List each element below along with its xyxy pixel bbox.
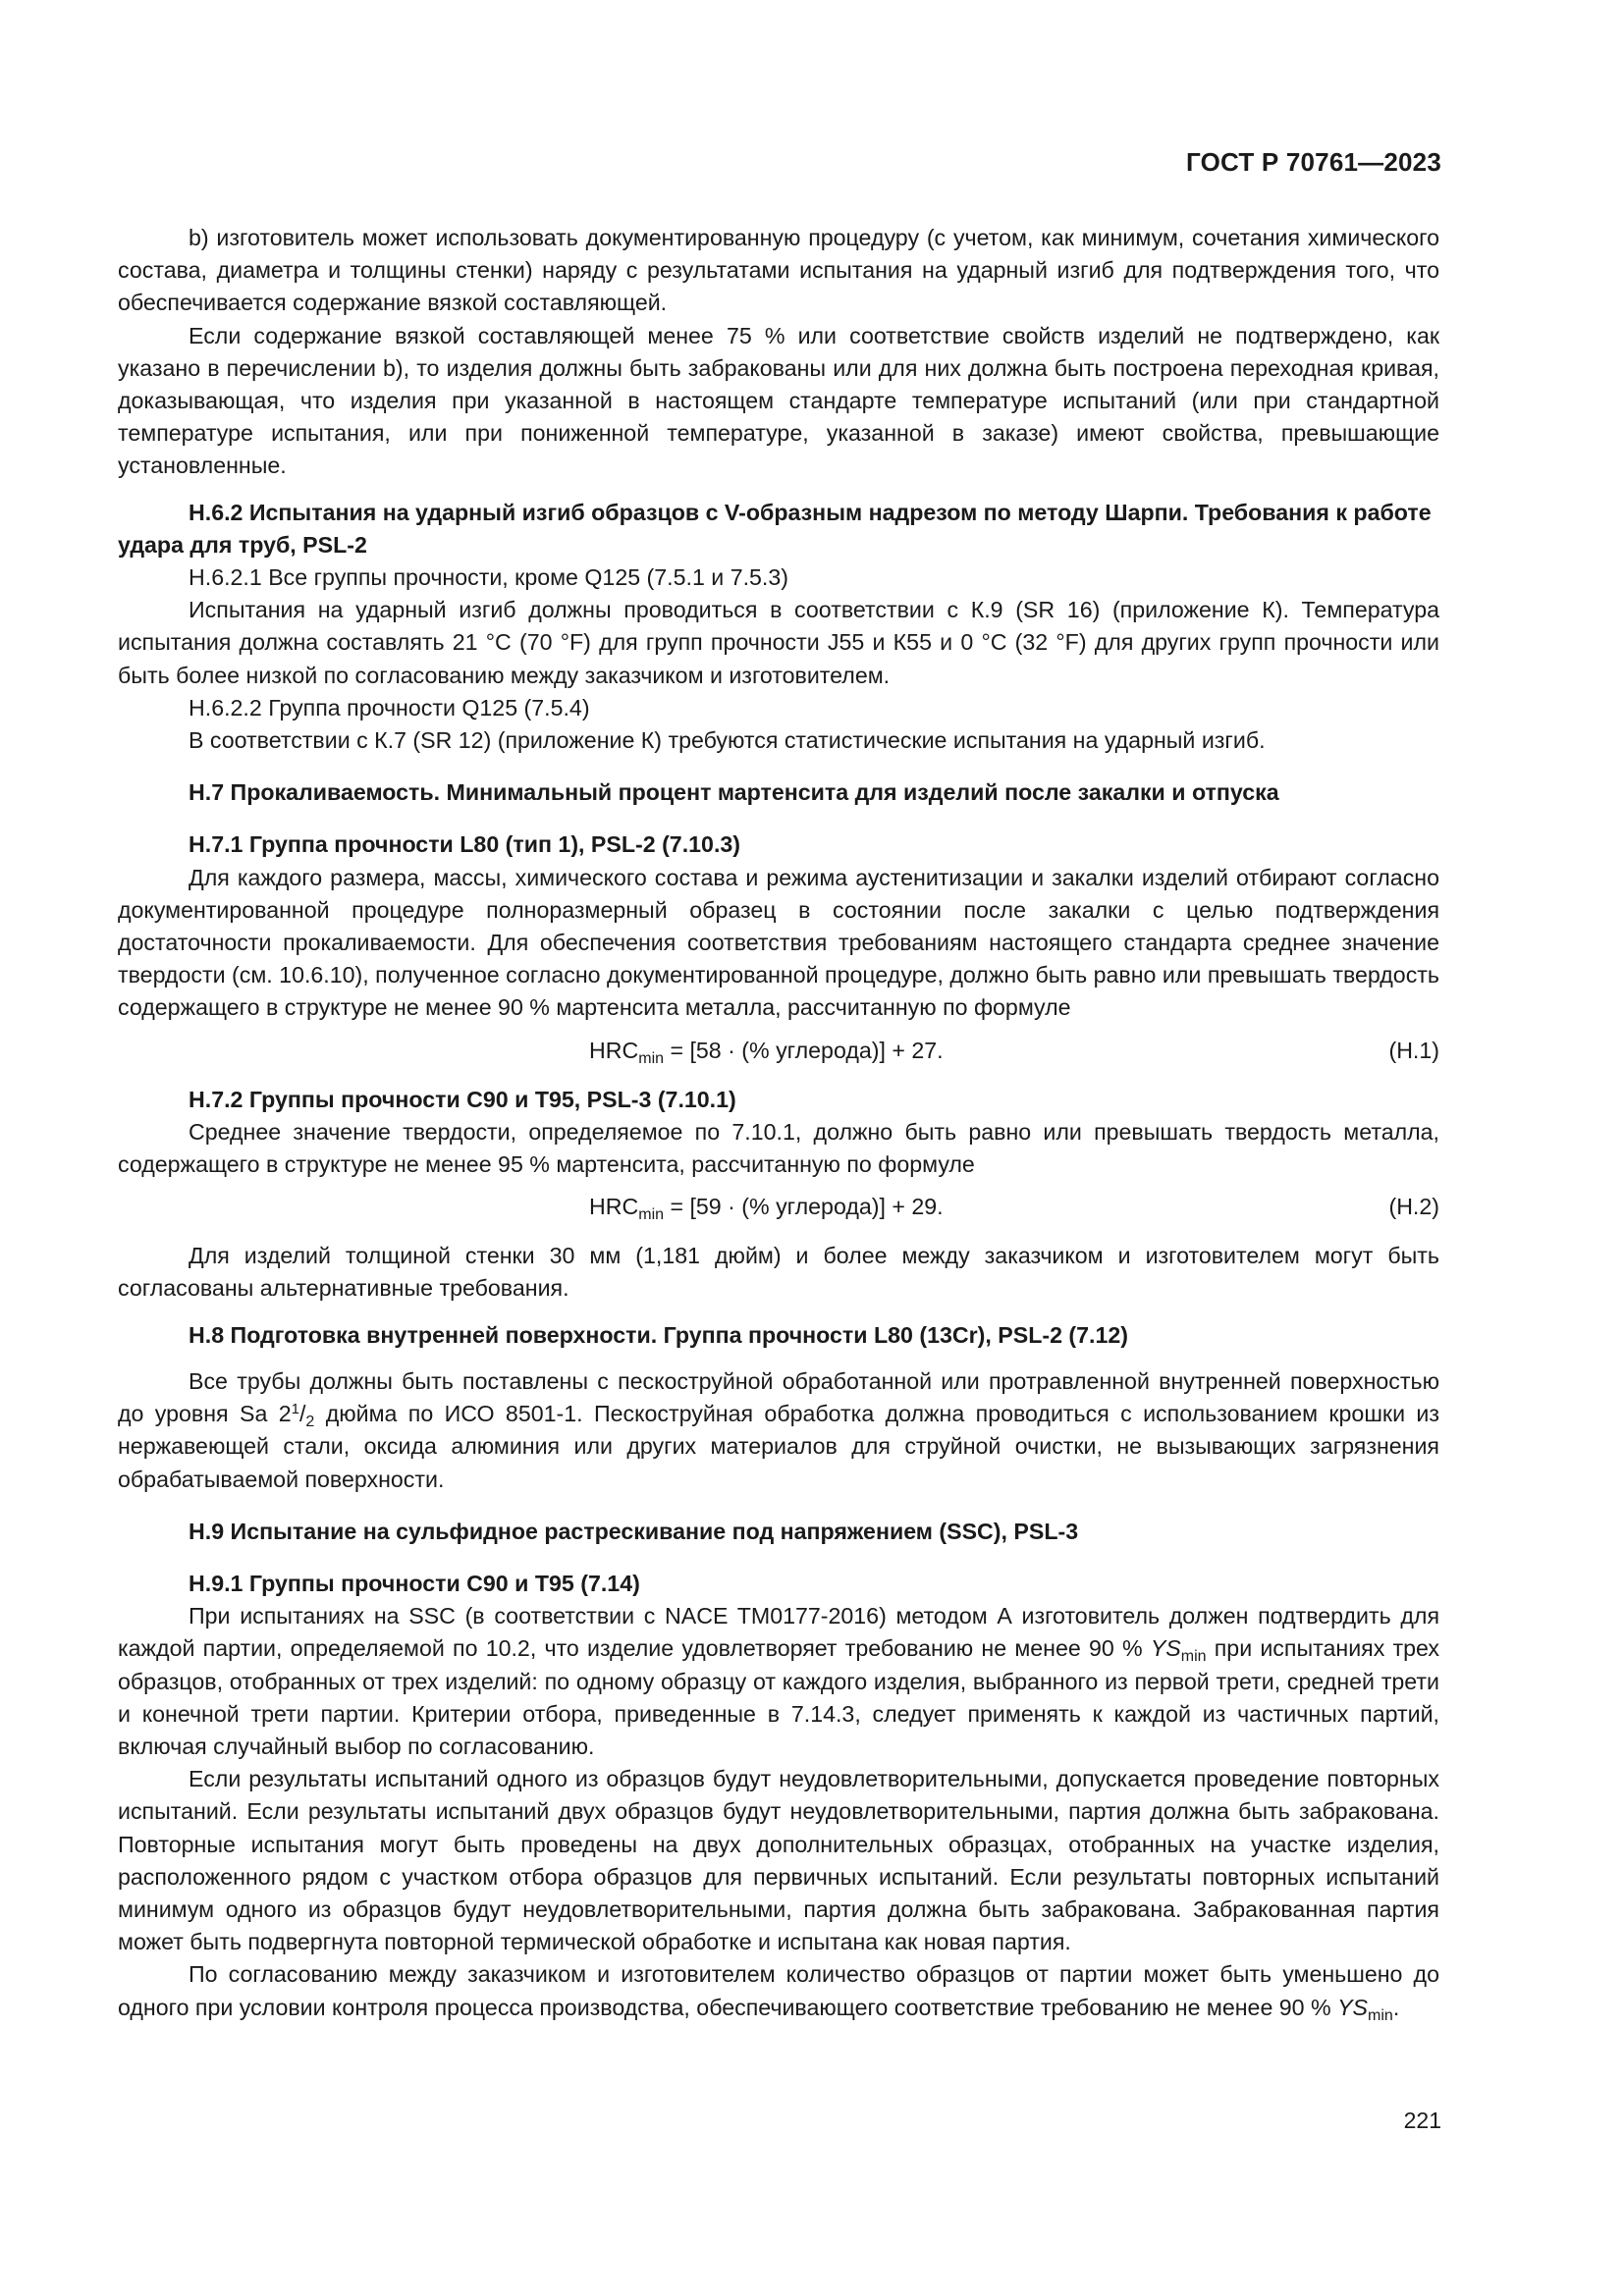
formula-h1-expression: $HRC_{min} = [58$ · (% углерода)] + 27. [589, 1037, 944, 1067]
paragraph-inner-surface: Все трубы должны быть поставлены с пескоструйной обработанной или протравленной внутренней поверхностью до уровня Sa $2^1/_2$ дюйма по ИСО 8501-1. Пескоструйная обработка должна проводиться с использованием крошки из нержавеющей стали, оксида алюминия или других материалов для струйной очистки, не вызывающих загрязнения обрабатываемой поверхности. [118, 1367, 1439, 1492]
section-heading-h-7-1: Н.7.1 Группа прочности L80 (тип 1), PSL-2 (7.10.3) [189, 831, 741, 858]
paragraph-sample-reduction: По согласованию между заказчиком и изготовителем количество образцов от партии может быть уменьшено до одного при условии контроля процесса производства, обеспечивающего соответствие требованию не менее 90 % $YS_{min}$. [118, 1961, 1439, 2024]
section-heading-h-7: Н.7 Прокаливаемость. Минимальный процент мартенсита для изделий после закалки и отпуска [189, 779, 1279, 806]
paragraph-ssc-testing: При испытаниях на SSC (в соответствии с NACE TM0177-2016) методом А изготовитель должен подтвердить для каждой партии, определяемой по 10.2, что изделие удовлетворяет требованию не менее 90 % $YS_{min}$ при испытаниях трех образцов, отобранных от трех изделий: по одному образцу от каждого изделия, выбранного из первой трети, средней трети и конечной трети партии. Критерии отбора, приведенные в 7.14.3, следует применять к каждой из частичных партий, включая случайный выбор по согласованию. [118, 1603, 1439, 1759]
formula-h1-number: (Н.1) [1388, 1037, 1439, 1063]
paragraph-item-b: b) изготовитель может использовать документированную процедуру (с учетом, как минимум, сочетания химического состава, диаметра и толщины стенки) наряду с результатами испытания на ударный изгиб для подтверждения того, что обеспечивается содержание вязкой составляющей. [118, 225, 1439, 316]
paragraph-mean-hardness: Среднее значение твердости, определяемое по 7.10.1, должно быть равно или превышать твердость металла, содержащего в структуре не менее 95 % мартенсита, рассчитанную по формуле [118, 1118, 1439, 1178]
formula-h2-number: (Н.2) [1388, 1194, 1439, 1220]
section-heading-h-9-1: Н.9.1 Группы прочности С90 и Т95 (7.14) [189, 1570, 640, 1596]
subsection-heading-h-6-2-2: Н.6.2.2 Группа прочности Q125 (7.5.4) [189, 694, 590, 721]
formula-h1 [118, 1033, 1439, 1072]
paragraph-wall-thickness: Для изделий толщиной стенки 30 мм (1,181 дюйм) и более между заказчиком и изготовителем могут быть согласованы альтернативные требования. [118, 1243, 1439, 1302]
paragraph-ductile-fraction: Если содержание вязкой составляющей менее 75 % или соответствие свойств изделий не подтверждено, как указано в перечислении b), то изделия должны быть забракованы или для них должна быть построена переходная кривая, доказывающая, что изделия при указанной в настоящем стандарте температуре испытаний (или при стандартной температуре испытания, или при пониженной температуре, указанной в заказе) имеют свойства, превышающие установленные. [118, 322, 1439, 479]
page-number: 221 [1403, 2108, 1441, 2133]
section-heading-h-8: Н.8 Подготовка внутренней поверхности. Группа прочности L80 (13Cr), PSL-2 (7.12) [189, 1321, 1129, 1348]
section-heading-h-7-2: Н.7.2 Группы прочности С90 и Т95, PSL-3 (7.10.1) [189, 1086, 736, 1112]
formula-h2-expression: $HRC_{min} = [59$ · (% углерода)] + 29. [589, 1194, 944, 1224]
document-body [118, 222, 1439, 2024]
section-heading-h-9: Н.9 Испытание на сульфидное растрескивание под напряжением (SSC), PSL-3 [189, 1518, 1079, 1544]
paragraph-statistical-tests: В соответствии с К.7 (SR 12) (приложение К) требуются статистические испытания на ударный изгиб. [189, 727, 1266, 754]
paragraph-impact-test-temp: Испытания на ударный изгиб должны проводиться в соответствии с К.9 (SR 16) (приложение К). Температура испытания должна составлять 21 °С (70 °F) для групп прочности J55 и К55 и 0 °С (32 °F) для других групп прочности или быть более низкой по согласованию между заказчиком и изготовителем. [118, 597, 1439, 688]
document-header: ГОСТ Р 70761—2023 [1186, 147, 1441, 177]
formula-h2 [118, 1189, 1439, 1228]
paragraph-retests: Если результаты испытаний одного из образцов будут неудовлетворительными, допускается проведение повторных испытаний. Если результаты испытаний двух образцов будут неудовлетворительными, партия должна быть забракована. Повторные испытания могут быть проведены на двух дополнительных образцах, отобранных на участке изделия, расположенного рядом с участком отбора образцов для первичных испытаний. Если результаты повторных испытаний минимум одного из образцов будут неудовлетворительными, партия должна быть забракована. Забракованная партия может быть подвергнута повторной термической обработке и испытана как новая партия. [118, 1766, 1439, 1955]
subsection-heading-h-6-2-1: Н.6.2.1 Все группы прочности, кроме Q125 (7.5.1 и 7.5.3) [189, 564, 788, 591]
paragraph-hardenability: Для каждого размера, массы, химического состава и режима аустенитизации и закалки изделий отбирают согласно документированной процедуре полноразмерный образец в состоянии после закалки с целью подтверждения достаточности прокаливаемости. Для обеспечения соответствия требованиям настоящего стандарта среднее значение твердости (см. 10.6.10), полученное согласно документированной процедуре, должно быть равно или превышать твердость содержащего в структуре не менее 90 % мартенсита металла, рассчитанную по формуле [118, 864, 1439, 1021]
section-heading-h-6-2: Н.6.2 Испытания на ударный изгиб образцов с V-образным надрезом по методу Шарпи. Требования к работе удара для труб, PSL-2 [118, 499, 1432, 558]
